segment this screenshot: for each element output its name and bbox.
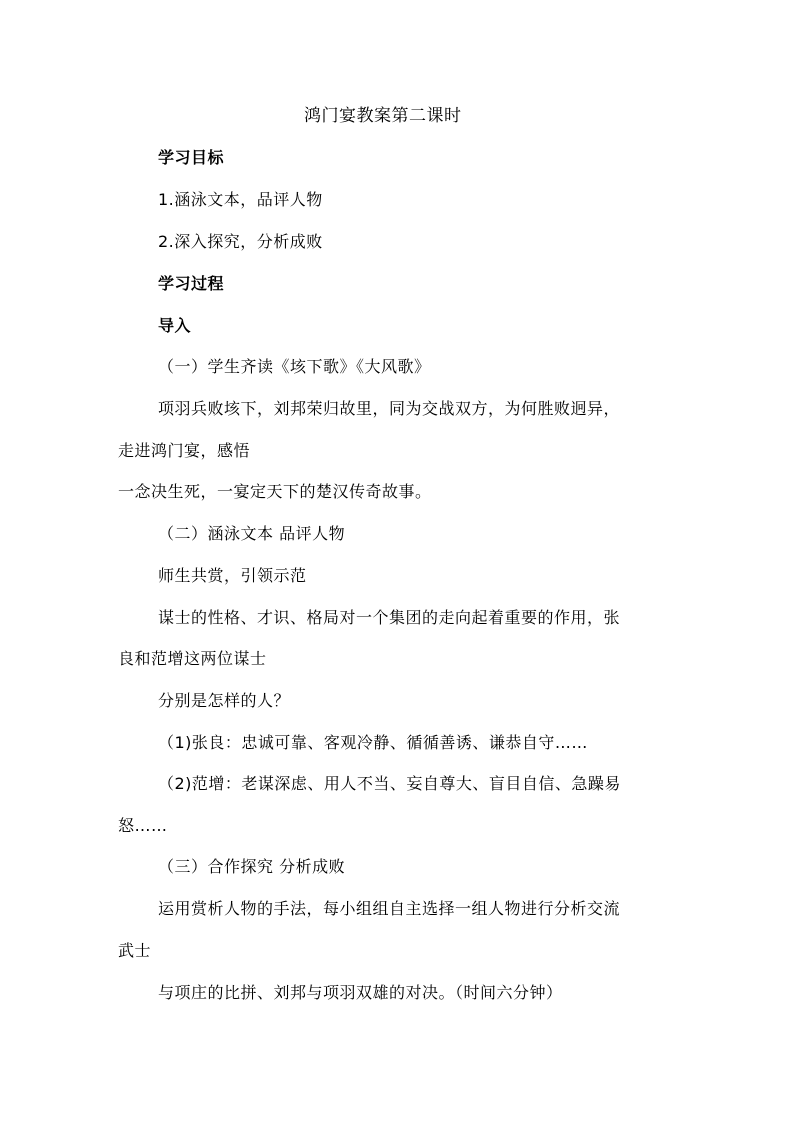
heading-learning-goals: 学习目标 [158,148,225,167]
goal-item-1: 1.涵泳文本，品评人物 [158,190,323,209]
paragraph-line: 一念决生死，一宴定天下的楚汉传奇故事。 [118,482,432,501]
goal-item-2: 2.深入探究，分析成败 [158,232,323,251]
heading-introduction: 导入 [158,316,192,335]
section-three-heading: （三）合作探究 分析成败 [158,857,346,876]
section-two-heading: （二）涵泳文本 品评人物 [158,524,346,543]
paragraph-line: 谋士的性格、才识、格局对一个集团的走向起着重要的作用，张 [158,608,621,627]
heading-learning-process: 学习过程 [158,274,225,293]
paragraph-line: 武士 [118,941,152,960]
paragraph-line: 运用赏析人物的手法，每小组组自主选择一组人物进行分析交流 [158,899,621,918]
paragraph-line: 与项庄的比拼、刘邦与项羽双雄的对决。（时间六分钟） [158,983,563,1002]
paragraph-line: 分别是怎样的人？ [158,691,291,710]
paragraph-line: 良和范增这两位谋士 [118,649,267,668]
paragraph-line: 走进鸿门宴，感悟 [118,441,251,460]
document-title: 鸿门宴教案第二课时 [304,106,462,126]
list-item-fanzeng: （2)范增：老谋深虑、用人不当、妄自尊大、盲目自信、急躁易 [158,774,621,793]
list-item-zhangliang: （1)张良：忠诚可靠、客观冷静、循循善诱、谦恭自守…… [158,733,588,752]
section-one-heading: （一）学生齐读《垓下歌》《大风歌》 [158,357,431,376]
paragraph-line: 怒…… [118,816,168,835]
paragraph-line: 项羽兵败垓下，刘邦荣归故里，同为交战双方，为何胜败迥异， [158,399,621,418]
paragraph-line: 师生共赏，引领示范 [158,566,307,585]
